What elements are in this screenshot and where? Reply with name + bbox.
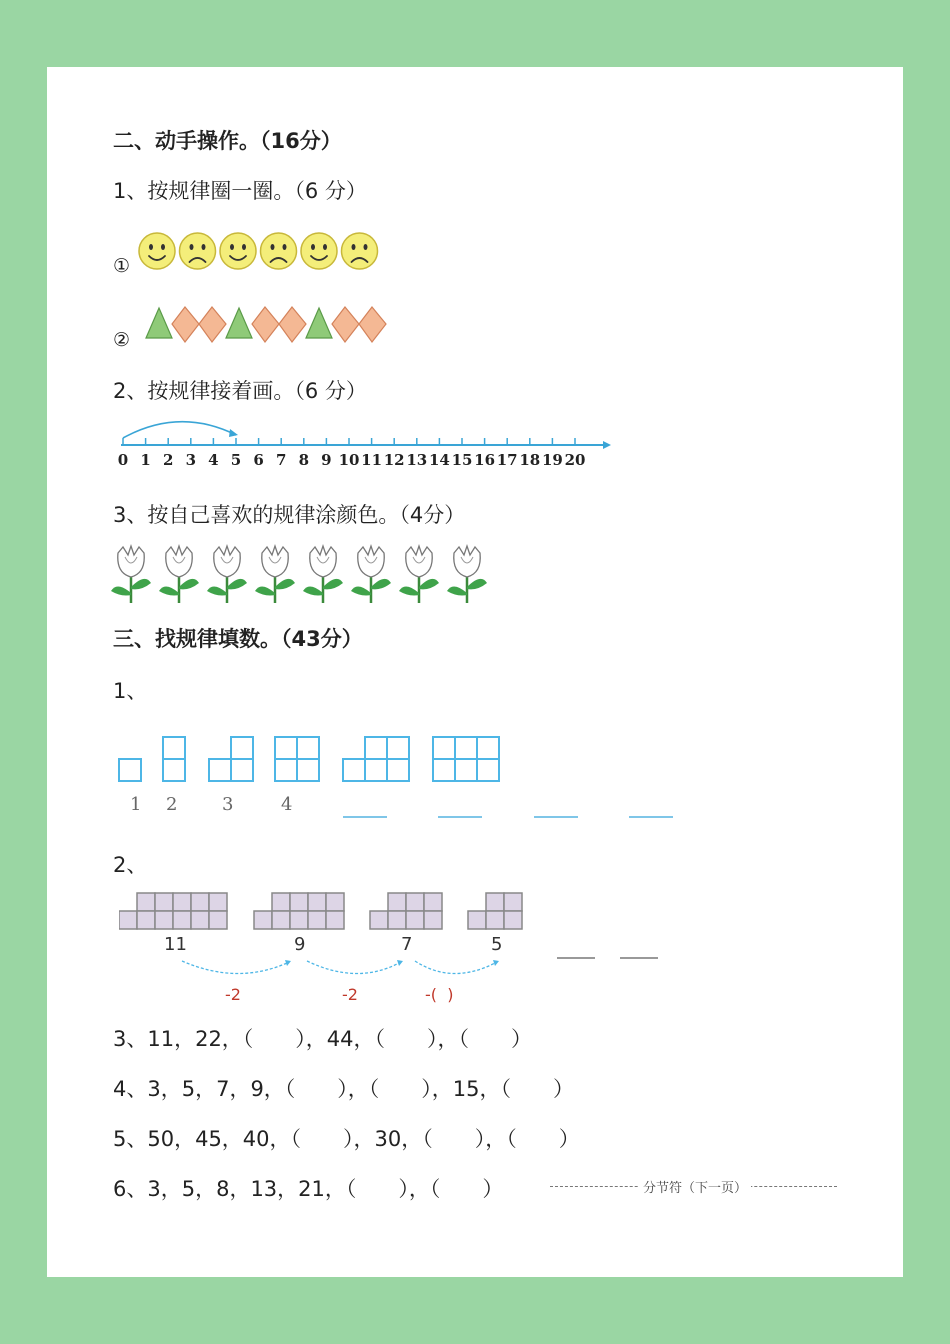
tick-label: 7 bbox=[275, 451, 287, 469]
figure-number-3: 3 bbox=[222, 794, 234, 815]
diamond-shape bbox=[172, 307, 199, 342]
tulip-icon[interactable] bbox=[399, 546, 439, 603]
section-break-label: 分节符（下一页） bbox=[639, 1177, 751, 1196]
tick-label: 17 bbox=[496, 451, 518, 469]
tick-label: 14 bbox=[428, 451, 450, 469]
triangle-shape bbox=[146, 308, 172, 338]
tulip-icon[interactable] bbox=[447, 546, 487, 603]
answer-blank[interactable] bbox=[438, 816, 482, 818]
tulip-icon[interactable] bbox=[111, 546, 151, 603]
tulip-icon[interactable] bbox=[351, 546, 391, 603]
smiley-face-icon bbox=[139, 233, 175, 269]
answer-blank[interactable] bbox=[620, 957, 658, 959]
tick-label: 13 bbox=[406, 451, 428, 469]
smiley-face-icon bbox=[220, 233, 256, 269]
faces-row bbox=[137, 227, 387, 277]
tick-label: 20 bbox=[564, 451, 586, 469]
block-count-3: 7 bbox=[401, 934, 413, 955]
q3-title: 3、按自己喜欢的规律涂颜色。（4分） bbox=[113, 503, 466, 527]
figure-number-1: 1 bbox=[130, 794, 142, 815]
diamond-shape bbox=[252, 307, 279, 342]
s3-q6: 6、3，5，8，13，21，（ ），（ ） bbox=[113, 1177, 504, 1201]
block-figures bbox=[113, 733, 533, 785]
tick-label: 15 bbox=[451, 451, 473, 469]
number-line bbox=[113, 415, 613, 471]
s3-q1-label: 1、 bbox=[113, 679, 148, 703]
step-label-3: -( ) bbox=[425, 985, 454, 1004]
s3-q4: 4、3，5，7，9，（ ），（ ），15，（ ） bbox=[113, 1077, 575, 1101]
s3-q2-label: 2、 bbox=[113, 853, 148, 877]
tulip-icon[interactable] bbox=[303, 546, 343, 603]
section-3-title: 三、找规律填数。（43分） bbox=[113, 627, 363, 651]
tick-label: 10 bbox=[338, 451, 360, 469]
block-count-4: 5 bbox=[491, 934, 503, 955]
tick-label: 9 bbox=[321, 451, 332, 469]
tick-label: 0 bbox=[117, 451, 129, 469]
answer-blank[interactable] bbox=[343, 816, 387, 818]
tick-label: 18 bbox=[519, 451, 541, 469]
sad-face-icon bbox=[342, 233, 378, 269]
diamond-shape bbox=[279, 307, 306, 342]
triangle-shape bbox=[306, 308, 332, 338]
figure-number-2: 2 bbox=[166, 794, 178, 815]
figure-number-4: 4 bbox=[281, 794, 293, 815]
diamond-shape bbox=[359, 307, 386, 342]
diamond-shape bbox=[332, 307, 359, 342]
sad-face-icon bbox=[261, 233, 297, 269]
q1-title: 1、按规律圈一圈。（6 分） bbox=[113, 179, 367, 203]
tick-label: 6 bbox=[253, 451, 264, 469]
purple-blocks bbox=[119, 891, 539, 931]
block-count-1: 11 bbox=[164, 934, 187, 955]
s3-q5: 5、50，45，40，（ ），30，（ ），（ ） bbox=[113, 1127, 580, 1151]
tulip-icon[interactable] bbox=[159, 546, 199, 603]
jump-arc bbox=[123, 422, 236, 438]
step-label-1: -2 bbox=[225, 985, 241, 1004]
tick-label: 1 bbox=[140, 451, 151, 469]
sad-face-icon bbox=[180, 233, 216, 269]
tick-label: 5 bbox=[230, 451, 242, 469]
tick-label: 12 bbox=[383, 451, 405, 469]
tick-label: 4 bbox=[208, 451, 219, 469]
tick-label: 8 bbox=[298, 451, 310, 469]
row2-marker: ② bbox=[113, 329, 131, 351]
tulips-row bbox=[109, 543, 499, 605]
section-2-title: 二、动手操作。（16分） bbox=[113, 129, 342, 153]
shapes-row bbox=[144, 304, 404, 346]
triangle-shape bbox=[226, 308, 252, 338]
s3-q3: 3、11，22，（ ），44，（ ），（ ） bbox=[113, 1027, 533, 1051]
answer-blank[interactable] bbox=[629, 816, 673, 818]
tick-label: 19 bbox=[541, 451, 563, 469]
step-label-2: -2 bbox=[342, 985, 358, 1004]
row1-marker: ① bbox=[113, 255, 131, 277]
worksheet-page bbox=[47, 67, 903, 1277]
tick-label: 3 bbox=[185, 451, 197, 469]
answer-blank[interactable] bbox=[557, 957, 595, 959]
tick-label: 11 bbox=[361, 451, 383, 469]
diamond-shape bbox=[199, 307, 226, 342]
answer-blank[interactable] bbox=[534, 816, 578, 818]
tick-label: 16 bbox=[474, 451, 496, 469]
tulip-icon[interactable] bbox=[207, 546, 247, 603]
tick-label: 2 bbox=[162, 451, 174, 469]
tulip-icon[interactable] bbox=[255, 546, 295, 603]
q2-title: 2、按规律接着画。（6 分） bbox=[113, 379, 367, 403]
block-count-2: 9 bbox=[294, 934, 306, 955]
step-arcs bbox=[167, 955, 507, 985]
smiley-face-icon bbox=[301, 233, 337, 269]
